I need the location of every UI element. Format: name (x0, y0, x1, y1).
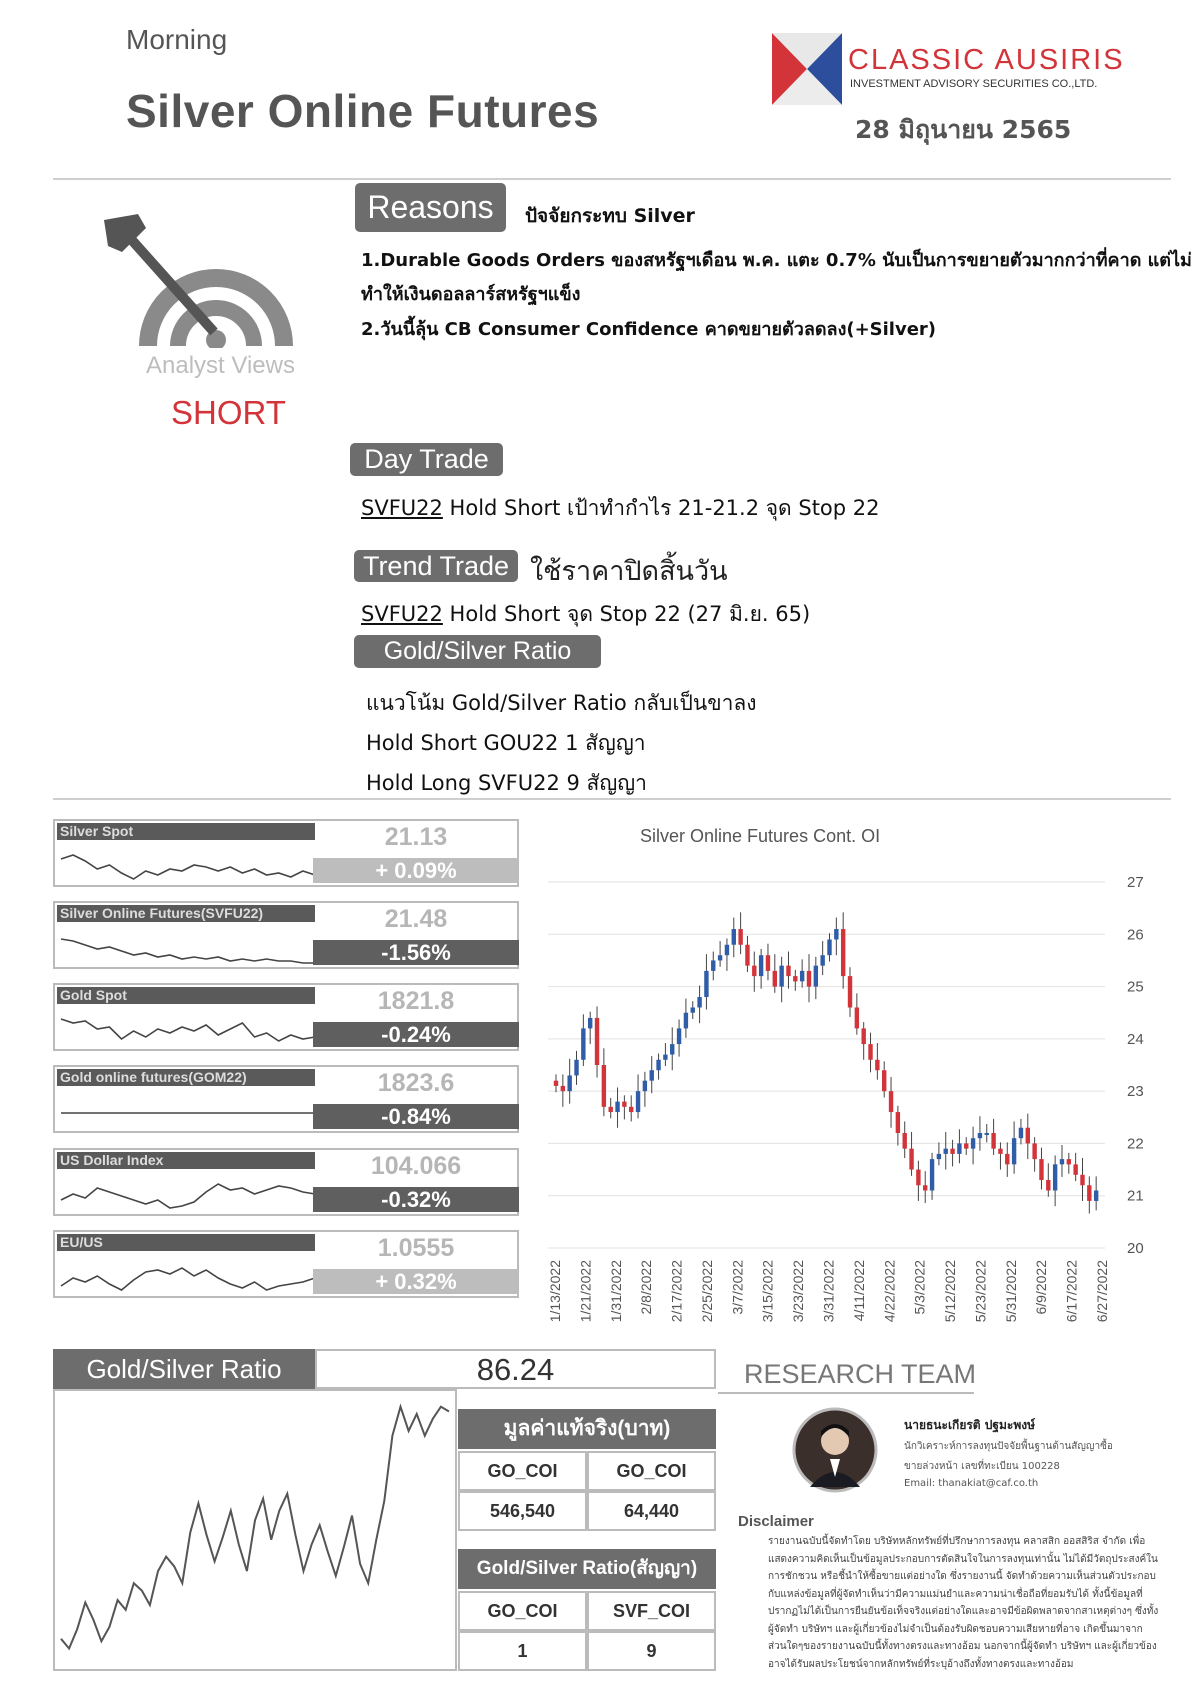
candle-body (779, 966, 783, 987)
y-tick-label: 22 (1127, 1135, 1144, 1153)
y-tick-label: 20 (1127, 1240, 1144, 1257)
disclaimer-line: การชักชวน หรือชี้นำให้ซื้อขายแต่อย่างใด ซึ่งรายงานนี้ จัดทำด้วยความเห็นส่วนตัวประกอบ (768, 1571, 1156, 1582)
candle-body (615, 1102, 619, 1112)
candle-body (773, 971, 777, 987)
candle-body (588, 1018, 592, 1028)
y-tick-label: 21 (1127, 1187, 1144, 1205)
candle-body (964, 1143, 968, 1148)
ratio-line-chart (55, 1391, 455, 1669)
candle-body (841, 929, 845, 976)
market-change: + 0.09% (313, 858, 519, 883)
candle-body (738, 929, 742, 945)
disclaimer-line: แสดงความคิดเห็นเป็นข้อมูลประกอบการตัดสินใจในการลงทุนเท่านั้น ไม่ได้มีวัตถุประสงค์ใน (768, 1553, 1158, 1565)
research-team-title: RESEARCH TEAM (744, 1359, 977, 1389)
market-change: -0.84% (313, 1104, 519, 1129)
disclaimer-line: ปรากฏไม่ได้เป็นการยืนยันข้อเท็จจริงแต่อย่างใดและอาจมีข้อผิดพลาดจากสาเหตุต่างๆ ซึ่งทั้ง (768, 1606, 1159, 1617)
x-tick-label: 3/15/2022 (759, 1260, 776, 1323)
candle-body (745, 945, 749, 966)
brand-subtitle: INVESTMENT ADVISORY SECURITIES CO.,LTD. (850, 78, 1098, 90)
candle-body (1046, 1180, 1050, 1190)
candle-body (923, 1185, 927, 1190)
candle-body (595, 1018, 599, 1065)
candle-body (978, 1133, 982, 1138)
value-table-title: มูลค่าแท้จริง(บาท) (458, 1409, 716, 1449)
x-tick-label: 6/17/2022 (1063, 1260, 1080, 1323)
candle-body (985, 1133, 989, 1135)
analyst-license: ขายล่วงหน้า เลขที่ทะเบียน 100228 (904, 1461, 1060, 1472)
market-sparkline (59, 1005, 317, 1049)
analyst-name: นายธนะเกียรติ ปฐมะพงษ์ (904, 1418, 1036, 1432)
x-tick-label: 4/22/2022 (881, 1260, 898, 1323)
market-value: 1823.6 (377, 1069, 455, 1097)
candle-body (834, 929, 838, 939)
ratio-table-cell-1: 1 (458, 1631, 587, 1671)
candle-body (554, 1081, 558, 1086)
research-underline (718, 1392, 974, 1394)
market-sparkline (59, 841, 317, 885)
market-label: Gold online futures(GOM22) (57, 1069, 315, 1086)
x-tick-label: 5/12/2022 (942, 1260, 959, 1323)
candle-body (1005, 1154, 1009, 1164)
market-sparkline (59, 1170, 317, 1214)
candle-body (711, 960, 715, 970)
reason-line-1-cont: ทำให้เงินดอลลาร์สหรัฐฯแข็ง (361, 284, 581, 305)
value-table-header-2: GO_COI (587, 1451, 716, 1491)
candle-body (848, 976, 852, 1007)
candle-body (766, 955, 770, 971)
ratio-trend-line: แนวโน้ม Gold/Silver Ratio กลับเป็นขาลง (366, 691, 757, 715)
disclaimer-title: Disclaimer (738, 1513, 814, 1530)
candle-body (1026, 1128, 1030, 1144)
x-tick-label: 2/25/2022 (698, 1260, 715, 1323)
candle-body (957, 1143, 961, 1153)
analyst-role: นักวิเคราะห์การลงทุนปัจจัยพื้นฐานด้านสัญญาซื้อ (904, 1441, 1113, 1452)
candle-body (1039, 1159, 1043, 1180)
y-tick-label: 27 (1127, 874, 1144, 891)
ratio-long-line: Hold Long SVFU22 9 สัญญา (366, 771, 647, 795)
company-logo (772, 33, 842, 105)
candle-body (1094, 1190, 1098, 1200)
reason-line-1: 1.Durable Goods Orders ของสหรัฐฯเดือน พ.ค. แตะ 0.7% นับเป็นการขยายตัวมากกว่าที่คาด แต่ไม่ (361, 250, 1192, 271)
candle-body (991, 1133, 995, 1149)
disclaimer-line: อาจได้รับผลประโยชน์จากหลักทรัพย์ที่ระบุอ้างถึงทั้งทางตรงและทางอ้อม (768, 1658, 1074, 1670)
candle-body (691, 1007, 695, 1012)
ratio-chart-title: Gold/Silver Ratio (53, 1349, 315, 1389)
candle-body (697, 997, 701, 1007)
candle-body (1053, 1164, 1057, 1190)
x-tick-label: 4/11/2022 (850, 1260, 867, 1322)
x-tick-label: 5/31/2022 (1002, 1260, 1019, 1323)
candle-body (663, 1055, 667, 1060)
y-tick-label: 23 (1127, 1083, 1144, 1101)
x-tick-label: 3/7/2022 (729, 1260, 746, 1315)
y-tick-label: 25 (1127, 978, 1144, 996)
day-trade-text: Hold Short เป้าทำกำไร 21-21.2 จุด Stop 22 (442, 496, 880, 520)
value-table-cell-2: 64,440 (587, 1491, 716, 1531)
trend-trade-symbol: SVFU22 (361, 602, 443, 626)
market-sparkline (59, 1087, 317, 1131)
candle-body (636, 1091, 640, 1112)
trend-trade-line (361, 598, 810, 631)
trend-trade-text: Hold Short จุด Stop 22 (27 มิ.ย. 65) (442, 602, 811, 626)
candle-body (800, 971, 804, 981)
candle-body (643, 1081, 647, 1091)
x-tick-label: 1/13/2022 (547, 1260, 563, 1323)
candle-body (1032, 1143, 1036, 1159)
x-tick-label: 2/17/2022 (668, 1260, 685, 1323)
candle-body (718, 955, 722, 960)
market-label: Silver Online Futures(SVFU22) (57, 905, 315, 922)
candle-body (725, 945, 729, 955)
x-tick-label: 2/8/2022 (638, 1260, 655, 1315)
candle-body (670, 1044, 674, 1054)
ratio-line (61, 1407, 449, 1649)
analyst-view: SHORT (171, 394, 286, 431)
disclaimer-line: รายงานฉบับนี้จัดทำโดย บริษัทหลักทรัพย์ที่ปรึกษาการลงทุน คลาสสิก ออสสิริส จำกัด เพื่อ (768, 1536, 1146, 1547)
day-trade-line (361, 492, 880, 525)
candle-body (656, 1060, 660, 1070)
candle-body (1067, 1159, 1071, 1164)
candle-body (944, 1149, 948, 1154)
x-tick-label: 5/23/2022 (972, 1260, 989, 1323)
candle-body (896, 1112, 900, 1133)
market-panel (53, 1230, 519, 1298)
candle-body (998, 1149, 1002, 1154)
disclaimer-body (768, 1533, 1168, 1673)
candle-chart-title: Silver Online Futures Cont. OI (640, 826, 881, 846)
x-tick-label: 6/9/2022 (1033, 1260, 1050, 1315)
section-divider (53, 798, 1171, 800)
market-panel (53, 1065, 519, 1133)
market-label: Silver Spot (57, 823, 315, 840)
market-change: -1.56% (313, 940, 519, 965)
ratio-table-header-2: SVF_COI (587, 1591, 716, 1631)
market-value: 21.13 (384, 823, 448, 851)
candle-body (1073, 1164, 1077, 1174)
x-tick-label: 3/31/2022 (820, 1260, 837, 1323)
report-edition: Morning (126, 24, 228, 55)
reasons-subtitle: ปัจจัยกระทบ Silver (525, 205, 695, 227)
report-title: Silver Online Futures (126, 85, 600, 137)
candle-body (807, 971, 811, 987)
x-tick-label: 6/27/2022 (1094, 1260, 1110, 1323)
candle-body (814, 966, 818, 987)
candle-body (561, 1086, 565, 1091)
target-arrow-icon (100, 208, 320, 348)
candle-body (861, 1028, 865, 1044)
market-panel (53, 819, 519, 887)
candle-body (650, 1070, 654, 1080)
market-value: 104.066 (370, 1152, 462, 1180)
candle-body (930, 1159, 934, 1190)
market-value: 1821.8 (377, 987, 455, 1015)
candle-body (889, 1091, 893, 1112)
x-tick-label: 1/31/2022 (607, 1260, 624, 1323)
silver-candlestick-chart (540, 860, 1160, 1340)
report-date: 28 มิถุนายน 2565 (855, 115, 1072, 144)
candle-body (1019, 1128, 1023, 1138)
candle-body (732, 929, 736, 945)
analyst-avatar (792, 1407, 878, 1493)
y-tick-label: 26 (1127, 926, 1144, 944)
reason-line-2: 2.วันนี้ลุ้น CB Consumer Confidence คาดขยายตัวลดลง(+Silver) (361, 319, 937, 340)
market-change: + 0.32% (313, 1269, 519, 1294)
ratio-table-cell-2: 9 (587, 1631, 716, 1671)
reasons-label: Reasons (355, 183, 506, 232)
trend-trade-note: ใช้ราคาปิดสิ้นวัน (530, 556, 728, 587)
market-panel (53, 983, 519, 1051)
candle-body (759, 955, 763, 976)
candle-body (786, 966, 790, 976)
market-panel (53, 1148, 519, 1216)
candle-body (875, 1060, 879, 1070)
candle-body (916, 1170, 920, 1186)
candle-body (684, 1013, 688, 1029)
brand-name: CLASSIC AUSIRIS (848, 44, 1125, 76)
market-value: 21.48 (384, 905, 448, 933)
market-panel (53, 901, 519, 969)
candle-body (1087, 1185, 1091, 1201)
day-trade-symbol: SVFU22 (361, 496, 443, 520)
candle-body (855, 1007, 859, 1028)
ratio-section-label: Gold/Silver Ratio (354, 635, 601, 668)
candle-body (903, 1133, 907, 1149)
candle-body (602, 1065, 606, 1107)
x-tick-label: 3/23/2022 (790, 1260, 807, 1323)
market-change: -0.24% (313, 1022, 519, 1047)
candle-body (704, 971, 708, 997)
candle-body (971, 1138, 975, 1148)
market-label: Gold Spot (57, 987, 315, 1004)
candle-body (820, 955, 824, 965)
header-divider (53, 178, 1171, 180)
ratio-table-header-1: GO_COI (458, 1591, 587, 1631)
x-tick-label: 5/3/2022 (911, 1260, 928, 1315)
trend-trade-label: Trend Trade (354, 550, 518, 582)
candle-body (937, 1154, 941, 1159)
ratio-table-title: Gold/Silver Ratio(สัญญา) (458, 1549, 716, 1589)
ratio-short-line: Hold Short GOU22 1 สัญญา (366, 731, 646, 755)
ratio-latest-value: 86.24 (315, 1349, 716, 1389)
candle-body (1060, 1159, 1064, 1164)
y-tick-label: 24 (1127, 1030, 1144, 1048)
market-label: US Dollar Index (57, 1152, 315, 1169)
analyst-email: Email: thanakiat@caf.co.th (904, 1478, 1039, 1489)
market-sparkline (59, 923, 317, 967)
candle-body (609, 1107, 613, 1112)
candle-body (1080, 1175, 1084, 1185)
candle-body (677, 1028, 681, 1044)
disclaimer-line: ส่วนใดๆของรายงานฉบับนี้ทั้งทางตรงและทางอ้อม นอกจากนี้ผู้จัดทำ บริษัทฯ และผู้เกี่ยวข้อง (768, 1641, 1157, 1652)
market-change: -0.32% (313, 1187, 519, 1212)
candle-body (909, 1149, 913, 1170)
candle-body (882, 1070, 886, 1091)
analyst-caption: Analyst Views (146, 352, 295, 379)
candle-body (622, 1102, 626, 1107)
market-sparkline (59, 1252, 317, 1296)
market-value: 1.0555 (377, 1234, 455, 1262)
candle-body (752, 966, 756, 976)
candle-body (574, 1060, 578, 1076)
candle-body (567, 1075, 571, 1091)
x-tick-label: 1/21/2022 (577, 1260, 594, 1323)
candle-body (793, 976, 797, 981)
value-table-cell-1: 546,540 (458, 1491, 587, 1531)
disclaimer-line: ผู้จัดทำ บริษัทฯ และผู้เกี่ยวข้องไม่จำเป็นต้องรับผิดชอบความเสียหายที่อาจ เกิดขึ้นมาจาก (768, 1623, 1143, 1635)
candle-body (581, 1028, 585, 1059)
market-label: EU/US (57, 1234, 315, 1251)
candle-body (629, 1107, 633, 1112)
candle-body (950, 1149, 954, 1154)
day-trade-label: Day Trade (350, 443, 503, 476)
value-table-header-1: GO_COI (458, 1451, 587, 1491)
candle-body (868, 1044, 872, 1060)
disclaimer-line: กับแหล่งข้อมูลที่ผู้จัดทำเห็นว่ามีความแม่นยำและความน่าเชื่อถือที่ยอมรับได้ ทั้งนี้ข้อมูลที่ (768, 1588, 1143, 1600)
candle-body (1012, 1138, 1016, 1164)
candle-body (827, 940, 831, 956)
